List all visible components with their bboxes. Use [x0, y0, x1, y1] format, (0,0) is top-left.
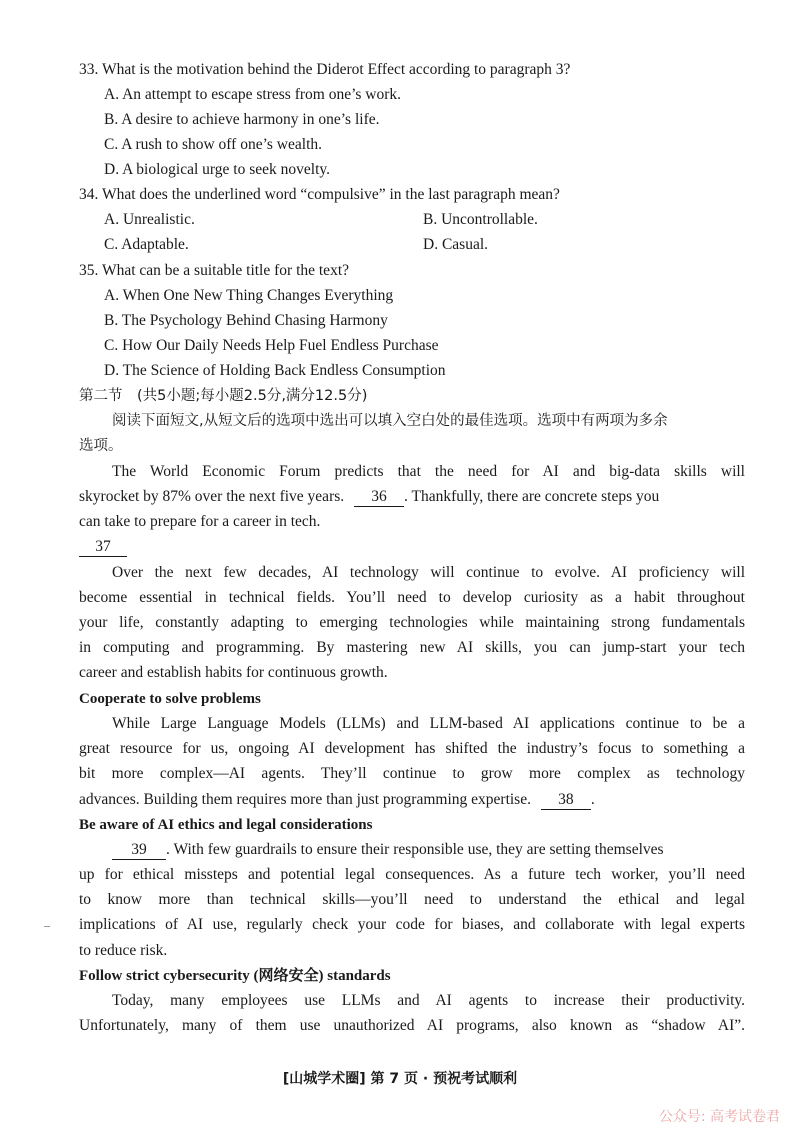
blank-37[interactable]: 37	[79, 538, 127, 557]
passage-p5-line2: Unfortunately, many of them use unauthorized AI programs, also known as “shadow AI”.	[79, 1017, 745, 1034]
question-34-option-d: D. Casual.	[423, 236, 489, 253]
passage-p3-line2: great resource for us, ongoing AI development has shifted the industry’s focus to something a	[79, 740, 745, 757]
passage-p4-line2: up for ethical missteps and potential legal consequences. As a future tech worker, you’ll need	[79, 866, 745, 883]
question-33-option-b: B. A desire to achieve harmony in one’s life.	[104, 111, 380, 128]
margin-tick-mark	[44, 926, 50, 927]
passage-p2-line3: your life, constantly adapting to emerging technologies while maintaining strong fundamentals	[79, 614, 745, 631]
passage-p1-line1: The World Economic Forum predicts that the need for AI and big-data skills will	[112, 463, 745, 480]
passage-p4-line3: to know more than technical skills—you’ll need to understand the ethical and legal	[79, 891, 745, 908]
passage-p1-line2-part1: skyrocket by 87% over the next five years.	[79, 488, 345, 505]
question-34-option-a: A. Unrealistic.	[104, 211, 195, 228]
question-35-option-d: D. The Science of Holding Back Endless Consumption	[104, 362, 446, 379]
watermark: 公众号: 高考试卷君	[658, 1109, 780, 1125]
question-33-option-d: D. A biological urge to seek novelty.	[104, 161, 331, 178]
passage-p2-line4: in computing and programming. By mastering new AI skills, you can jump-start your tech	[79, 639, 745, 656]
question-33-option-c: C. A rush to show off one’s wealth.	[104, 136, 322, 153]
question-35-stem: 35. What can be a suitable title for the text?	[79, 262, 350, 279]
question-35-option-a: A. When One New Thing Changes Everything	[104, 287, 394, 304]
section-heading-cooperate: Cooperate to solve problems	[79, 691, 261, 707]
passage-p4-line4: implications of AI use, regularly check your code for biases, and collaborate with legal experts	[79, 916, 745, 933]
passage-p2-line5: career and establish habits for continuous growth.	[79, 664, 388, 681]
blank-38[interactable]: 38	[541, 791, 591, 810]
section-2-instruction-line1: 阅读下面短文,从短文后的选项中选出可以填入空白处的最佳选项。选项中有两项为多余	[112, 413, 668, 429]
question-35-option-b: B. The Psychology Behind Chasing Harmony	[104, 312, 388, 329]
page-footer: [山城学术圈] 第 7 页 · 预祝考试顺利	[282, 1071, 518, 1087]
question-34-stem: 34. What does the underlined word “compulsive” in the last paragraph mean?	[79, 186, 560, 203]
section-heading-ethics: Be aware of AI ethics and legal considerations	[79, 817, 373, 833]
section-heading-cybersecurity: Follow strict cybersecurity (网络安全) standards	[79, 968, 391, 984]
passage-p1-line2-part2: . Thankfully, there are concrete steps you	[404, 488, 660, 505]
passage-p5-line1: Today, many employees use LLMs and AI agents to increase their productivity.	[112, 992, 745, 1009]
blank-39[interactable]: 39	[112, 841, 166, 860]
passage-p3-line1: While Large Language Models (LLMs) and LLM-based AI applications continue to be a	[112, 715, 745, 732]
passage-p4-line1	[112, 840, 664, 860]
question-33-option-a: A. An attempt to escape stress from one’s work.	[104, 86, 402, 103]
question-33-stem: 33. What is the motivation behind the Diderot Effect according to paragraph 3?	[79, 61, 571, 78]
section-2-instruction-line2: 选项。	[79, 438, 123, 454]
passage-p3-line4-part2: .	[590, 791, 595, 808]
passage-p3-line3: bit more complex—AI agents. They’ll continue to grow more complex as technology	[79, 765, 745, 782]
passage-p1-line3: can take to prepare for a career in tech.	[79, 513, 321, 530]
passage-p4-line1-part2: . With few guardrails to ensure their responsible use, they are setting themselves	[166, 841, 664, 858]
question-34-option-b: B. Uncontrollable.	[423, 211, 538, 228]
question-34-option-c: C. Adaptable.	[104, 236, 189, 253]
passage-p4-line5: to reduce risk.	[79, 942, 168, 959]
passage-p1-line2	[79, 487, 745, 507]
question-35-option-c: C. How Our Daily Needs Help Fuel Endless Purchase	[104, 337, 439, 354]
passage-p3-line4-part1: advances. Building them requires more than just programming expertise.	[79, 791, 531, 808]
blank-36[interactable]: 36	[354, 488, 404, 507]
blank-37-line	[79, 537, 127, 557]
section-2-header: 第二节 (共5小题;每小题2.5分,满分12.5分)	[79, 388, 368, 404]
passage-p2-line1: Over the next few decades, AI technology will continue to evolve. AI proficiency will	[112, 564, 745, 581]
passage-p3-line4	[79, 790, 595, 810]
passage-p2-line2: become essential in technical fields. You’ll need to develop curiosity as a habit throughout	[79, 589, 745, 606]
